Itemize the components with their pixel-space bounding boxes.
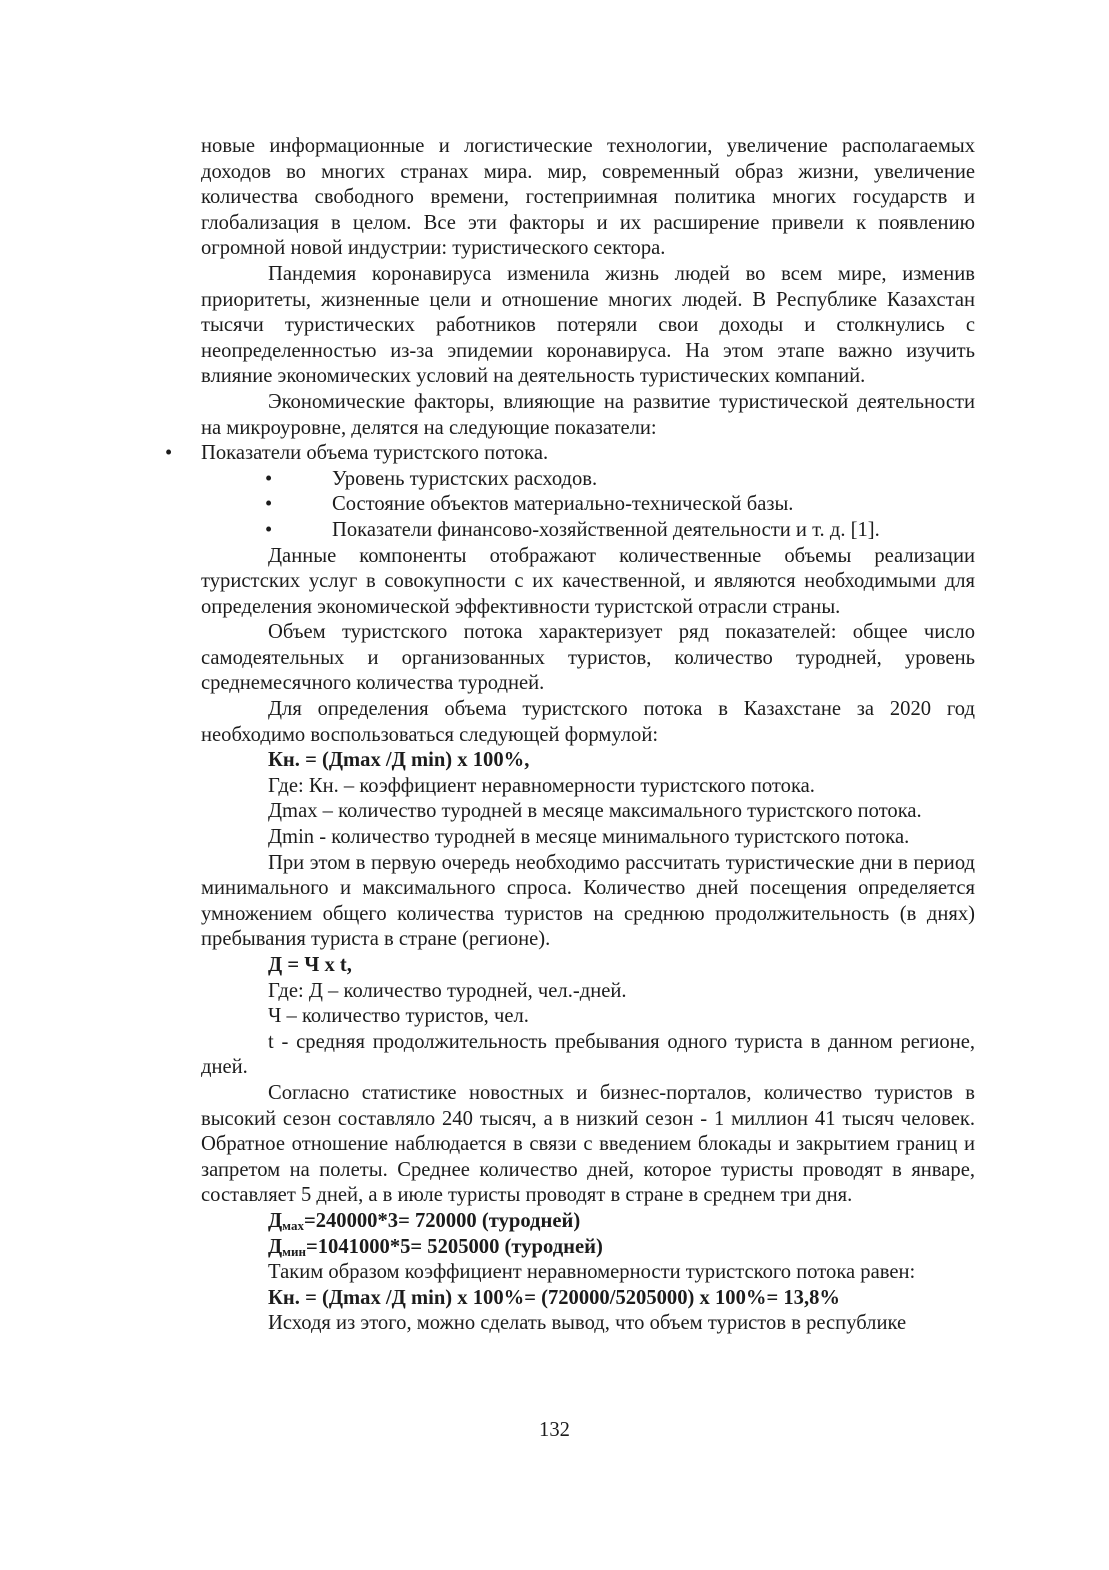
bullet-text: Уровень туристских расходов. <box>332 467 598 490</box>
calc-dmax <box>201 1209 975 1235</box>
formula-unevenness: Кн. = (Дmax /Д min) x 100%, <box>268 749 530 772</box>
paragraph-components: Данные компоненты отображают количественные объемы реализации туристских услуг в совокупности с их качественной, и являются необходимыми для определения экономической эффективности туристской отрасли страны. <box>201 544 975 618</box>
paragraph-intro-continued: новые информационные и логистические технологии, увеличение располагаемых доходов во многих странах мира. мир, современный образ жизни, увеличение количества свободного времени, гостеприимная политика многих государств и глобализация в целом. Все эти факторы и их расширение привели к появлению огромной новой индустрии: туристического сектора. <box>201 135 975 260</box>
bullet-item-material-base <box>201 492 975 518</box>
paragraph-result-intro: Таким образом коэффициент неравномерности туристского потока равен: <box>268 1261 916 1284</box>
bullet-item-expenses <box>201 467 975 493</box>
bullet-item-tourist-flow <box>165 441 975 467</box>
calc-dmin <box>201 1235 975 1261</box>
paragraph-economic-factors: Экономические факторы, влияющие на развитие туристической деятельности на микроуровне, делятся на следующие показатели: <box>201 390 975 439</box>
formula-days: Д = Ч x t, <box>268 954 352 976</box>
paragraph-formula-intro: Для определения объема туристского потока в Казахстане за 2020 год необходимо воспользоваться следующей формулой: <box>201 698 975 746</box>
paragraph-tourist-days: При этом в первую очередь необходимо рассчитать туристические дни в период минимального и максимального спроса. Количество дней посещения определяется умножением общего количества туристов на среднюю продолжительность (в днях) пребывания туриста в стране (регионе). <box>201 851 975 951</box>
document-page <box>165 134 975 1337</box>
bullet-icon: • <box>265 493 273 516</box>
formula-def-dmax: Дmax – количество туродней в месяце максимального туристского потока. <box>268 800 922 823</box>
formula-where-d: Где: Д – количество туродней, чел.-дней. <box>268 979 627 1002</box>
paragraph-conclusion: Исходя из этого, можно сделать вывод, что объем туристов в республике <box>268 1312 907 1335</box>
bullet-text: Показатели финансово-хозяйственной деятельности и т. д. [1]. <box>332 518 880 541</box>
formula-def-t: t - средняя продолжительность пребывания одного туриста в данном регионе, дней. <box>201 1030 975 1079</box>
bullet-icon: • <box>265 467 273 490</box>
paragraph-flow-volume: Объем туристского потока характеризует ряд показателей: общее число самодеятельных и организованных туристов, количество туродней, уровень среднемесячного количества туродней. <box>201 621 975 695</box>
paragraph-statistics: Согласно статистике новостных и бизнес-порталов, количество туристов в высокий сезон составляло 240 тысяч, а в низкий сезон - 1 миллион 41 тысяч человек. Обратное отношение наблюдается в связи с введением блокады и закрытием границ и запретом на полеты. Среднее количество дней, которое туристы проводят в январе, составляет 5 дней, а в июле туристы проводят в стране в среднем три дня. <box>201 1081 975 1207</box>
bullet-text: Показатели объема туристского потока. <box>201 442 549 465</box>
calc-dmax-value: =240000*3= 720000 (туродней) <box>303 1209 581 1232</box>
calc-dmax-symbol: Д <box>268 1209 283 1232</box>
paragraph-pandemic: Пандемия коронавируса изменила жизнь людей во всем мире, изменив приоритеты, жизненные цели и отношение многих людей. В Республике Казахстан тысячи туристических работников потеряли свои доходы и столкнулись с неопределенностью из-за эпидемии коронавируса. На этом этапе важно изучить влияние экономических условий на деятельность туристических компаний. <box>201 262 975 388</box>
calc-dmin-subscript: мин <box>282 1243 307 1259</box>
bullet-icon: • <box>165 442 173 465</box>
bullet-item-financial <box>201 518 975 544</box>
formula-where-kn: Где: Кн. – коэффициент неравномерности туристского потока. <box>268 774 815 797</box>
calc-dmax-subscript: мах <box>282 1217 304 1233</box>
formula-def-dmin: Дmin - количество туродней в месяце минимального туристского потока. <box>268 826 910 849</box>
calc-dmin-symbol: Д <box>268 1235 283 1258</box>
bullet-icon: • <box>265 518 273 541</box>
page-number: 132 <box>539 1419 570 1441</box>
formula-def-ch: Ч – количество туристов, чел. <box>268 1005 529 1028</box>
bullet-text: Состояние объектов материально-технической базы. <box>332 493 794 516</box>
calc-result: Кн. = (Дmax /Д min) x 100%= (720000/5205000) x 100%= 13,8% <box>268 1286 840 1309</box>
calc-dmin-value: =1041000*5= 5205000 (туродней) <box>306 1235 603 1258</box>
